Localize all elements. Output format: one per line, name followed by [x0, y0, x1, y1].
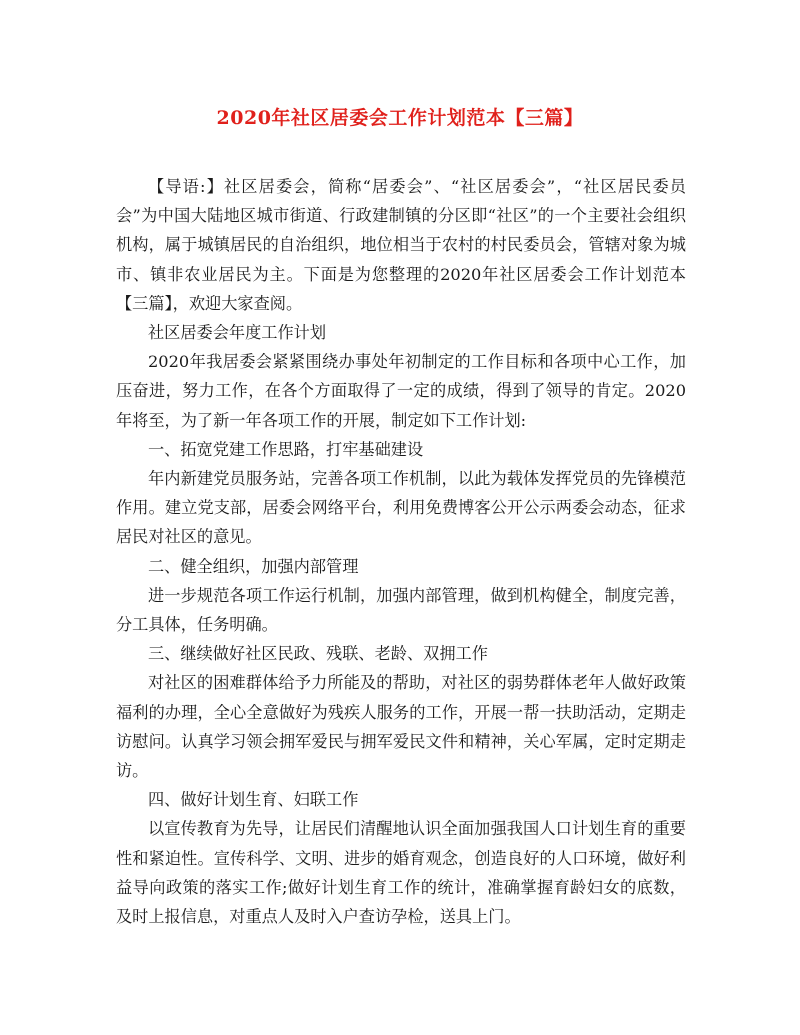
paragraph-2: 进一步规范各项工作运行机制，加强内部管理，做到机构健全，制度完善，分工具体，任务明确。 [116, 585, 686, 635]
document-title: 2020年社区居委会工作计划范本【三篇】 [216, 107, 584, 129]
paragraph-intro: 【导语:】社区居委会，简称“居委会”、“社区居委会”，“社区居民委员会”为中国大陆地区城市街道、行政建制镇的分区即“社区”的一个主要社会组织机构，属于城镇居民的自治组织，地位相当于农村的村民委员会，管辖对象为城市、镇非农业居民为主。下面是为您整理的2020年社区居委会工作计划范本【三篇】，欢迎大家查阅。 [116, 177, 686, 313]
paragraph-3: 对社区的困难群体给予力所能及的帮助，对社区的弱势群体老年人做好政策福利的办理，全心全意做好为残疾人服务的工作，开展一帮一扶助活动，定期走访慰问。认真学习领会拥军爱民与拥军爱民文件和精神，关心军属，定时定期走访。 [116, 673, 686, 781]
section-heading-2: 二、健全组织，加强内部管理 [148, 556, 359, 576]
section-heading-3: 三、继续做好社区民政、残联、老龄、双拥工作 [148, 644, 488, 664]
paragraph-4: 以宣传教育为先导，让居民们清醒地认识全面加强我国人口计划生育的重要性和紧迫性。宣传科学、文明、进步的婚育观念，创造良好的人口环境，做好利益导向政策的落实工作;做好计划生育工作的统计，准确掌握育龄妇女的底数，及时上报信息，对重点人及时入户查访孕检，送具上门。 [116, 819, 686, 927]
section-heading-1: 一、拓宽党建工作思路，打牢基础建设 [148, 439, 424, 459]
paragraph-1: 年内新建党员服务站，完善各项工作机制，以此为载体发挥党员的先锋模范作用。建立党支部，居委会网络平台，利用免费博客公开公示两委会动态，征求居民对社区的意见。 [116, 469, 686, 547]
paragraph-overview: 2020年我居委会紧紧围绕办事处年初制定的工作目标和各项中心工作，加压奋进，努力工作，在各个方面取得了一定的成绩，得到了领导的肯定。2020年将至，为了新一年各项工作的开展，制定如下工作计划: [116, 352, 686, 430]
section-heading-annual-plan: 社区居委会年度工作计划 [148, 323, 327, 343]
section-heading-4: 四、做好计划生育、妇联工作 [148, 790, 359, 810]
document-body [116, 172, 686, 931]
